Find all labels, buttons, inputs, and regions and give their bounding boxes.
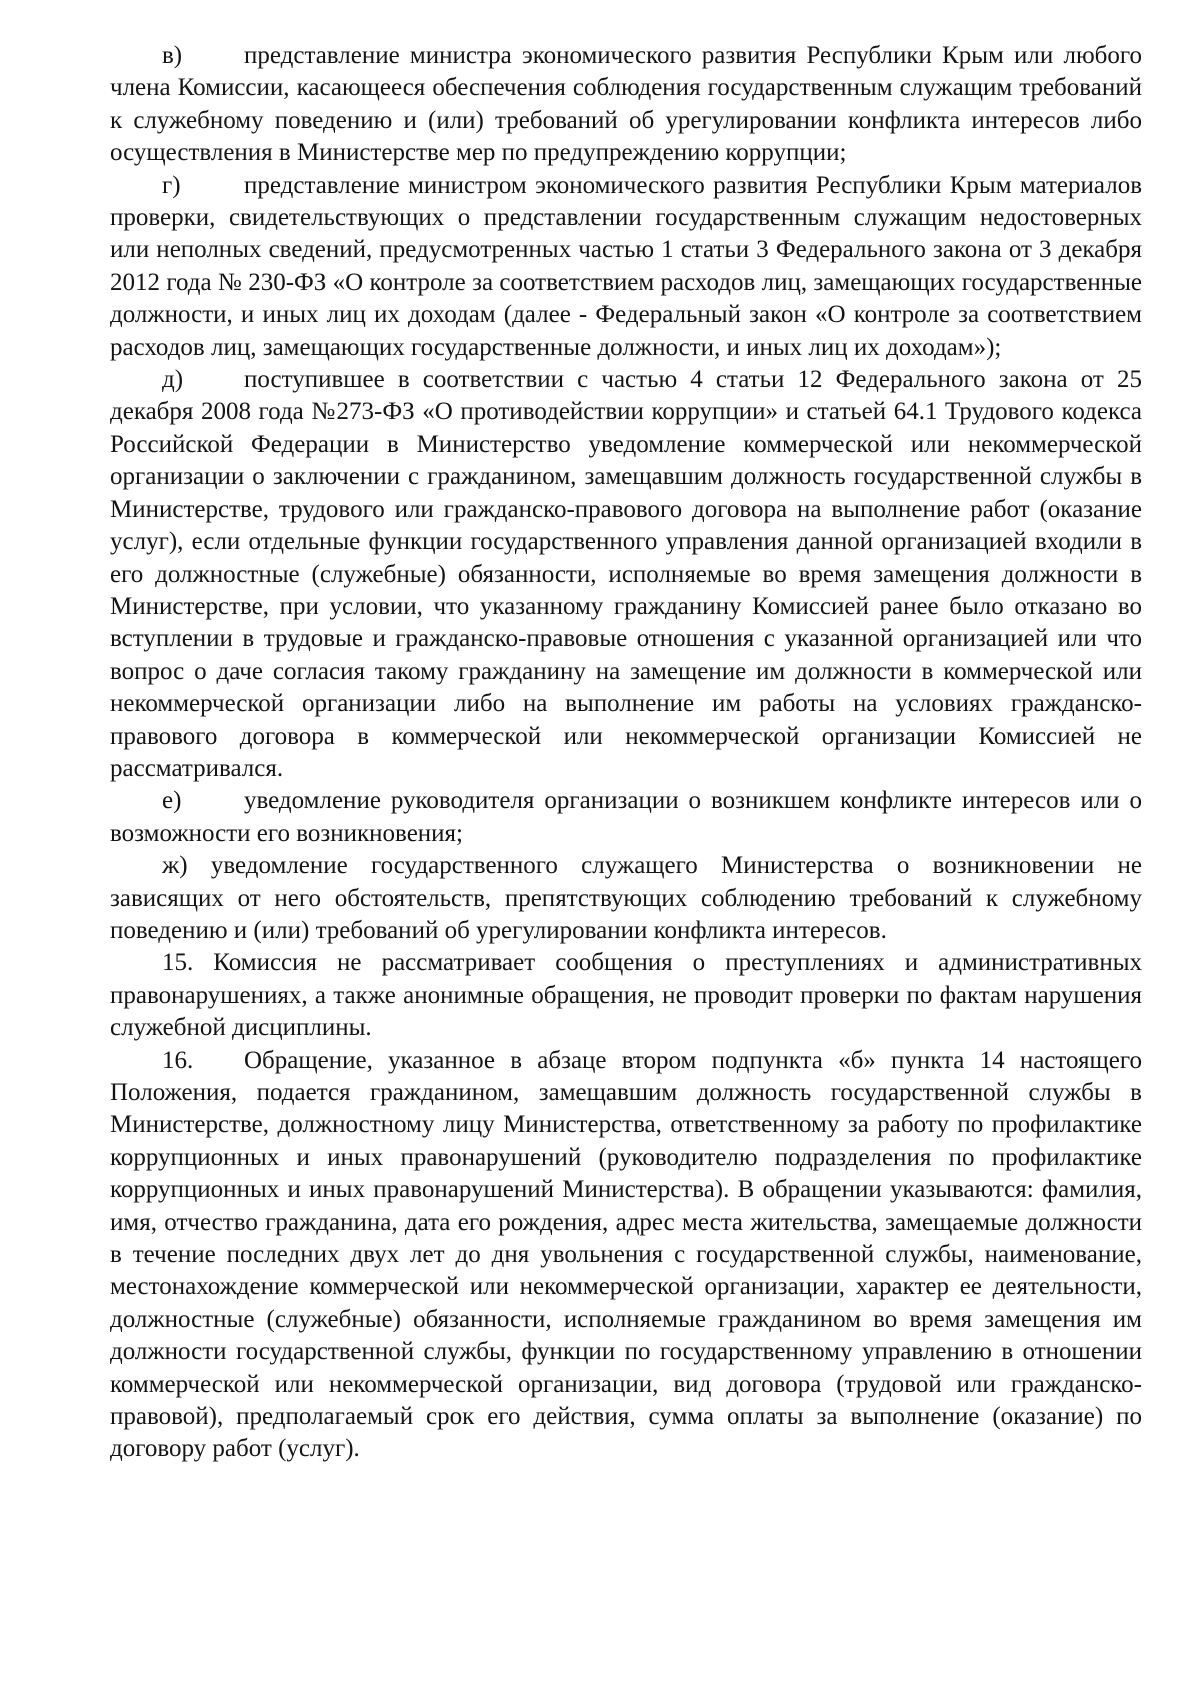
paragraph-label: 16. bbox=[162, 1046, 194, 1074]
paragraph-e bbox=[110, 785, 1142, 850]
paragraph-15 bbox=[110, 947, 1142, 1044]
paragraph-text: ж) уведомление государственного служащего Министерства о возникновении не зависящих от него обстоятельств, препятствующих соблюдению требований к служебному поведению и (или) требований об урегулировании конфликта интересов. bbox=[110, 852, 1142, 944]
paragraph-g bbox=[110, 170, 1142, 364]
paragraph-text: Обращение, указанное в абзаце втором подпункта «б» пункта 14 настоящего Положения, подается гражданином, замещавшим должность государственной службы в Министерстве, должностному лицу Министерства, ответственному за работу по профилактике коррупционных и иных правонарушений (руководителю подразделения по профилактике коррупционных и иных правонарушений Министерства). В обращении указываются: фамилия, имя, отчество гражданина, дата его рождения, адрес места жительства, замещаемые должности в течение последних двух лет до дня увольнения с государственной службы, наименование, местонахождение коммерческой или некоммерческой организации, характер ее деятельности, должностные (служебные) обязанности, исполняемые гражданином во время замещения им должности государственной службы, функции по государственному управлению в отношении коммерческой или некоммерческой организации, вид договора (трудовой или гражданско-правовой), предполагаемый срок его действия, сумма оплаты за выполнение (оказание) по договору работ (услуг). bbox=[110, 1046, 1142, 1463]
paragraph-label: е) bbox=[162, 787, 182, 815]
paragraph-text: поступившее в соответствии с частью 4 статьи 12 Федерального закона от 25 декабря 2008 года №273-ФЗ «О противодействии коррупции» и статьей 64.1 Трудового кодекса Российской Федерации в Министерство уведомление коммерческой или некоммерческой организации о заключении с гражданином, замещавшим должность государственной службы в Министерстве, трудового или гражданско-правового договора на выполнение работ (оказание услуг), если отдельные функции государственного управления данной организацией входили в его должностные (служебные) обязанности, исполняемые во время замещения должности в Министерстве, при условии, что указанному гражданину Комиссией ранее было отказано во вступлении в трудовые и гражданско-правовые отношения с указанной организацией или что вопрос о даче согласия такому гражданину на замещение им должности в коммерческой или некоммерческой организации либо на выполнение им работы на условиях гражданско-правового договора в коммерческой или некоммерческой организации Комиссией не рассматривался. bbox=[110, 366, 1142, 782]
paragraph-v bbox=[110, 40, 1142, 170]
paragraph-label: г) bbox=[162, 171, 181, 199]
paragraph-d bbox=[110, 364, 1142, 785]
paragraph-text: 15. Комиссия не рассматривает сообщения о преступлениях и административных правонарушениях, а также анонимные обращения, не проводит проверки по фактам нарушения служебной дисциплины. bbox=[110, 949, 1142, 1042]
paragraph-16 bbox=[110, 1045, 1142, 1466]
paragraph-label: в) bbox=[162, 42, 183, 69]
paragraph-text: уведомление руководителя организации о возникшем конфликте интересов или о возможности его возникновения; bbox=[110, 787, 1142, 847]
paragraph-zh bbox=[110, 850, 1142, 947]
paragraph-label: д) bbox=[162, 366, 184, 394]
paragraph-text: представление министром экономического развития Республики Крым материалов проверки, свидетельствующих о представлении государственным служащим недостоверных или неполных сведений, предусмотренных частью 1 статьи 3 Федерального закона от 3 декабря 2012 года № 230-ФЗ «О контроле за соответствием расходов лиц, замещающих государственные должности, и иных лиц их доходам (далее - Федеральный закон «О контроле за соответствием расходов лиц, замещающих государственные должности, и иных лиц их доходам»); bbox=[110, 171, 1142, 361]
paragraph-text: представление министра экономического развития Республики Крым или любого члена Комиссии, касающееся обеспечения соблюдения государственным служащим требований к служебному поведению и (или) требований об урегулировании конфликта интересов либо осуществления в Министерстве мер по предупреждению коррупции; bbox=[110, 42, 1142, 167]
document-page bbox=[110, 40, 1142, 1466]
